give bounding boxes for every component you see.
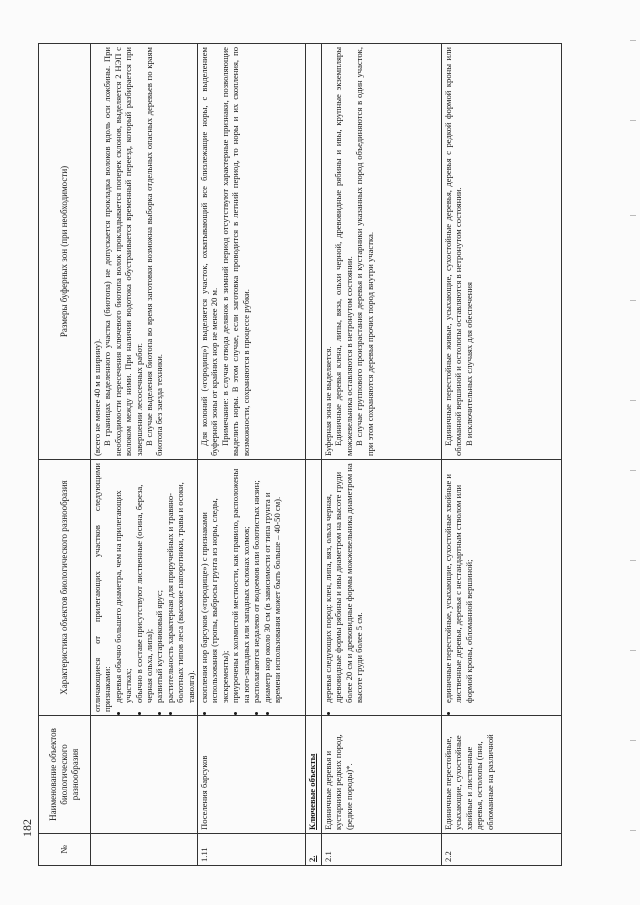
table-row-2-2 <box>442 44 562 866</box>
cell-char <box>322 460 442 716</box>
cell-name: Единичные перестойные, усыхающие, сухостойные хвойные и лиственные деревья, остолопы (пни, обломанные на различной <box>442 716 562 834</box>
cell-char <box>306 460 322 716</box>
size-para: Для колоний («городищ») выделяется участок, охватывающий все близлежащие норы, с выделением буферной зоны от крайних нор не менее 20 м. <box>199 47 220 456</box>
header-char: Характеристика объектов биологического разнообразия <box>39 460 91 716</box>
char-list <box>199 463 282 712</box>
margin-mark <box>630 120 636 121</box>
table-row-2-1 <box>322 44 442 866</box>
margin-mark <box>630 560 636 561</box>
biodiversity-table <box>38 43 562 866</box>
list-item: • приурочены к холмистой местности, как правило, расположены на юго-западных или западных склонах холмов; <box>230 463 251 703</box>
cell-name: Единичные деревья и кустарники редких пород, (редкие породы)*. <box>322 716 442 834</box>
margin-mark <box>630 400 636 401</box>
size-para: Единичные деревья клена, липы, вяза, ольхи черной, древовидные рябины и ивы, крупные экземпляры можжевельника оставляются в нетронутом состоянии. <box>333 47 354 456</box>
size-para: Примечание: в случае отвода делянок в зимний период отсутствуют характерные признаки, позволяющие выделить норы. В этом случае, если заготовка проводится в летний период, то норы и их скопления, по возможности, сохраняются в процессе рубки. <box>219 47 251 456</box>
list-item: • единичные перестойные, усыхающие, сухостойные хвойные и лиственные деревья, деревья с нестандартным стволом или формой кроны, обломанной вершиной; <box>443 463 474 703</box>
size-para: Буферная зона не выделяется. <box>323 346 334 456</box>
header-row <box>39 44 91 866</box>
cell-num: 2. <box>306 834 322 866</box>
cell-num: 1.11 <box>198 834 306 866</box>
cell-num <box>91 834 198 866</box>
size-para: В исключительных случаях для обеспечения <box>463 282 474 446</box>
list-item: • деревья следующих пород: клен, липа, вяз, ольха черная, древовидные формы рябины и ивы диаметром на высоте груди более 20 см и древовидные формы можжевельника диаметром на высоте груди более 5 см. <box>323 463 365 703</box>
char-intro: отличающиеся от прилегающих участков следующими признаками: <box>92 463 113 712</box>
list-item: • обычно в составе присутствуют лиственные (осина, береза, черная ольха, липа); <box>134 463 155 703</box>
table-row-continuation <box>91 44 198 866</box>
table-row-1-11 <box>198 44 306 866</box>
cell-size <box>306 44 322 460</box>
cell-char <box>442 460 562 716</box>
char-list <box>113 463 196 712</box>
margin-mark <box>630 470 636 471</box>
cell-size <box>198 44 306 460</box>
char-list <box>323 463 365 712</box>
list-item: • располагаются недалеко от водоемов или болотистых низин; <box>251 463 261 703</box>
size-para: В случае группового произрастания деревья и кустарники указанных пород объединяются в один участок, при этом сохраняются деревья прочих пород внутри участка. <box>354 47 375 456</box>
section-title: Ключевые объекты <box>306 716 322 834</box>
header-size: Размеры буферных зон (при необходимости) <box>39 44 91 460</box>
rotated-table-container <box>38 44 550 866</box>
margin-mark <box>630 650 636 651</box>
cell-size <box>91 44 198 460</box>
margin-mark <box>630 830 636 831</box>
cell-num: 2.1 <box>322 834 442 866</box>
cell-name: Поселения барсуков <box>198 716 306 834</box>
cell-name <box>91 716 198 834</box>
list-item: • скопления нор барсуков («городище») с признаками использования (тропы, выбросы грунта из норы, следы, экскременты); <box>199 463 230 703</box>
char-list <box>443 463 474 712</box>
margin-mark <box>630 300 636 301</box>
list-item: • диаметр нор около 30 см (в зависимости от типа грунта и времени использования может быть больше – 40-50 см). <box>262 463 283 703</box>
header-num: № <box>39 834 91 866</box>
cell-num: 2.2 <box>442 834 562 866</box>
list-item: • деревья обычно большего диаметра, чем на прилегающих участках; <box>113 463 134 703</box>
section-row <box>306 44 322 866</box>
header-name: Наименование объектов биологического разнообразия <box>39 716 91 834</box>
cell-char <box>91 460 198 716</box>
size-para: В границах выделенного участка (биотопа) не допускается прокладка волоков вдоль оси ложбины. При необходимости пересечения ключевого биотопа волок прокладывается поперек склонов, выделяется 2 НЭП с волоком между ними. При наличии водотока обустраивается временный переезд, который разбирается при завершении лесосечных работ. <box>102 47 144 456</box>
cell-size <box>442 44 562 460</box>
size-para: В случае выделения биотопа во время заготовки возможна выборка отдельных опасных деревьев по краям биотопа без заезда техники. <box>144 47 165 456</box>
cell-size <box>322 44 442 460</box>
margin-mark <box>630 740 636 741</box>
margin-mark <box>630 40 636 41</box>
cell-char <box>198 460 306 716</box>
size-para: (всего не менее 40 м в ширину). <box>92 338 102 456</box>
margin-marks <box>628 0 638 905</box>
size-para: Единичные перестойные живые, усыхающие, сухостойные деревья, деревья с редкой формой кроны или обломанной вершиной и остолопы оставляются в нетронутом состоянии. <box>443 47 464 456</box>
list-item: • развитый кустарниковый ярус; <box>154 463 164 703</box>
margin-mark <box>630 215 636 216</box>
page-number: 182 <box>20 819 34 837</box>
list-item: • растительность характерная для приручейных и травяно-болотных типов леса (высокие папоротники, травы и осоки, таволга). <box>165 463 196 703</box>
